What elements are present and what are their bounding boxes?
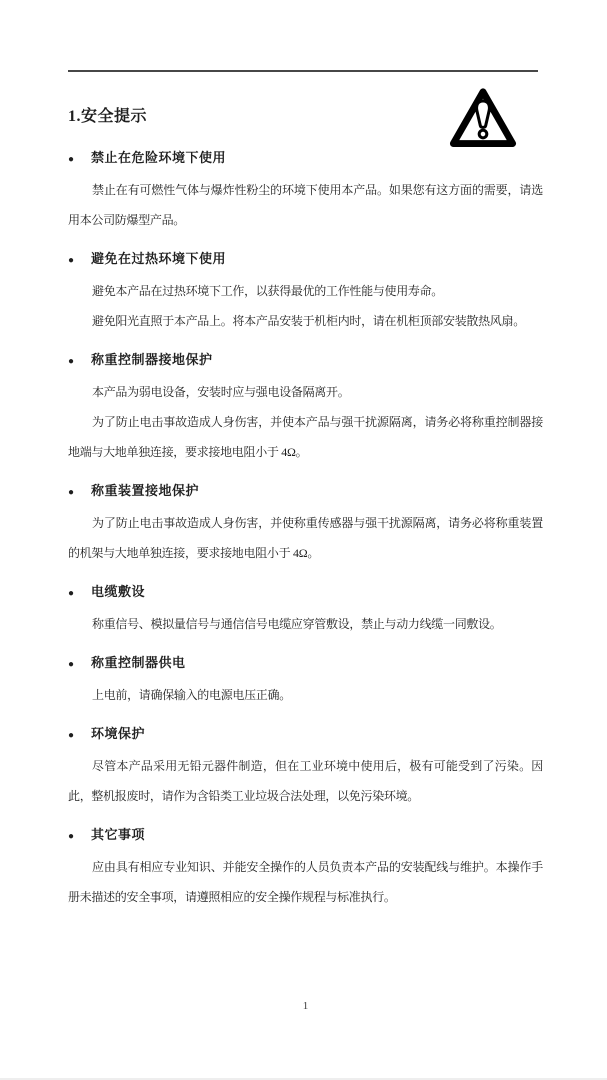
section-paragraph: 为了防止电击事故造成人身伤害，并使本产品与强干扰源隔离，请务必将称重控制器接地端与大地单独连接，要求接地电阻小于 4Ω。 — [68, 415, 543, 459]
section-paragraph: 本产品为弱电设备，安装时应与强电设备隔离开。 — [92, 385, 350, 399]
section-heading: 禁止在危险环境下使用 — [91, 150, 227, 165]
page-content — [68, 100, 543, 912]
section-paragraph: 避免本产品在过热环境下工作，以获得最优的工作性能与使用寿命。 — [92, 284, 444, 298]
header-rule — [68, 70, 538, 72]
page-title: 1.安全提示 — [68, 108, 148, 125]
bullet-icon: ● — [68, 487, 75, 498]
page-number: 1 — [302, 1000, 309, 1012]
safety-section-controller-grounding — [68, 345, 543, 467]
section-heading: 其它事项 — [91, 827, 146, 842]
bullet-icon: ● — [68, 730, 75, 741]
safety-section-avoid-overheat — [68, 244, 543, 336]
bullet-icon: ● — [68, 588, 75, 599]
safety-section-cable-laying — [68, 577, 543, 639]
section-heading: 称重控制器供电 — [91, 655, 186, 670]
section-paragraph: 禁止在有可燃性气体与爆炸性粉尘的环境下使用本产品。如果您有这方面的需要，请选用本公司防爆型产品。 — [68, 183, 543, 227]
safety-section-prohibit-hazardous — [68, 143, 543, 235]
section-heading: 避免在过热环境下使用 — [91, 251, 227, 266]
safety-section-device-grounding — [68, 476, 543, 568]
safety-section-environment — [68, 719, 543, 811]
section-paragraph: 避免阳光直照于本产品上。将本产品安装于机柜内时，请在机柜顶部安装散热风扇。 — [92, 314, 525, 328]
safety-section-other — [68, 820, 543, 912]
safety-section-power-supply — [68, 648, 543, 710]
bullet-icon: ● — [68, 255, 75, 266]
section-heading: 称重装置接地保护 — [91, 483, 200, 498]
section-heading: 称重控制器接地保护 — [91, 352, 213, 367]
bullet-icon: ● — [68, 154, 75, 165]
section-paragraph: 尽管本产品采用无铅元器件制造，但在工业环境中使用后，极有可能受到了污染。因此，整机报废时，请作为含铅类工业垃圾合法处理，以免污染环境。 — [68, 759, 543, 803]
bullet-icon: ● — [68, 831, 75, 842]
section-paragraph: 称重信号、模拟量信号与通信信号电缆应穿管敷设，禁止与动力线缆一同敷设。 — [92, 617, 502, 631]
section-heading: 电缆敷设 — [91, 584, 146, 599]
bullet-icon: ● — [68, 356, 75, 367]
section-paragraph: 上电前，请确保输入的电源电压正确。 — [92, 688, 291, 702]
section-paragraph: 应由具有相应专业知识、并能安全操作的人员负责本产品的安装配线与维护。本操作手册未描述的安全事项，请遵照相应的安全操作规程与标准执行。 — [68, 860, 543, 904]
section-paragraph: 为了防止电击事故造成人身伤害，并使称重传感器与强干扰源隔离，请务必将称重装置的机架与大地单独连接，要求接地电阻小于 4Ω。 — [68, 516, 543, 560]
section-heading: 环境保护 — [91, 726, 146, 741]
bullet-icon: ● — [68, 659, 75, 670]
